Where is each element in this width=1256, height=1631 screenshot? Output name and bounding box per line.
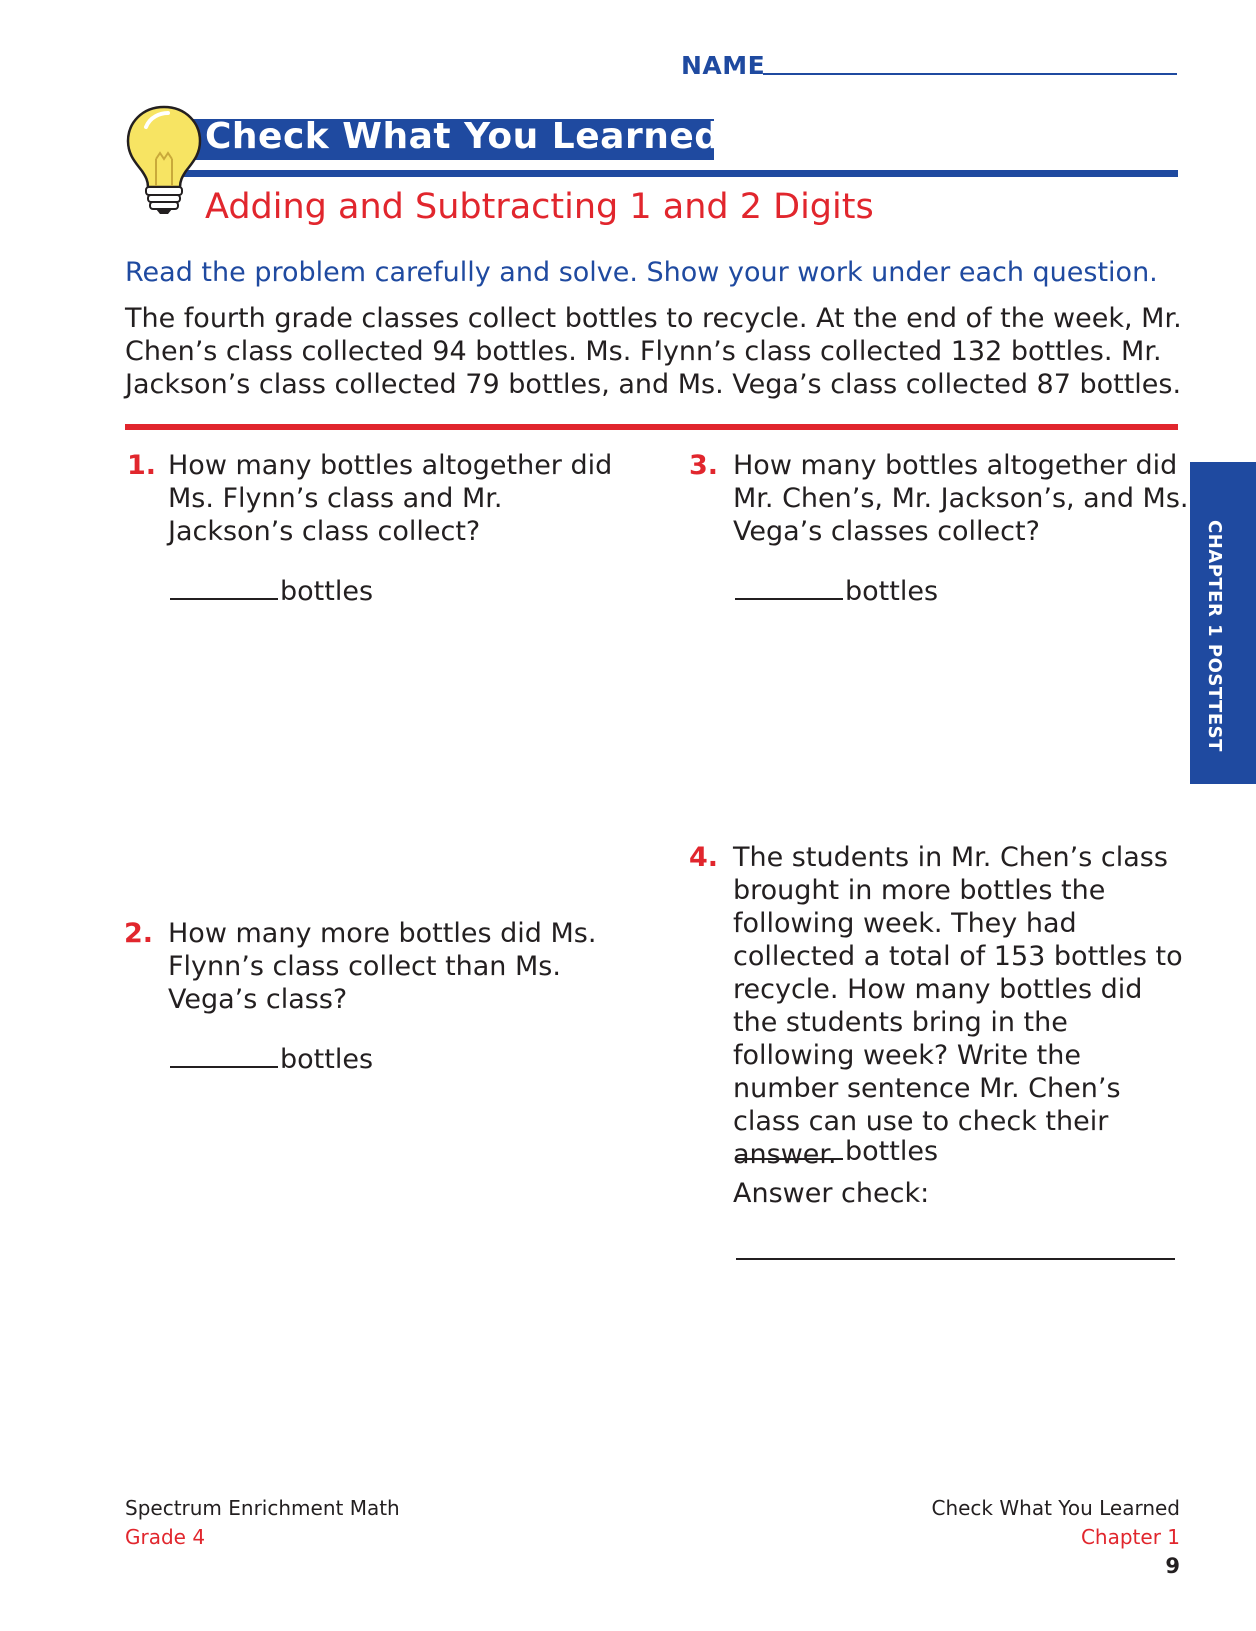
answer-unit: bottles xyxy=(845,1136,939,1167)
page-number: 9 xyxy=(1165,1554,1180,1578)
question-4-answer xyxy=(735,1131,938,1167)
question-4-number: 4. xyxy=(689,842,719,873)
question-3-number: 3. xyxy=(689,450,719,481)
answer-blank[interactable] xyxy=(735,571,843,600)
answer-check-label: Answer check: xyxy=(733,1178,930,1209)
footer-section: Check What You Learned xyxy=(931,1496,1180,1520)
question-1-text: How many bottles altogether did Ms. Flynn’s class and Mr. Jackson’s class collect? xyxy=(168,450,613,547)
lightbulb-icon xyxy=(124,103,204,215)
footer-book-title: Spectrum Enrichment Math xyxy=(125,1496,400,1520)
answer-unit: bottles xyxy=(280,1044,374,1075)
title-rule xyxy=(180,170,1178,177)
page-subtitle: Adding and Subtracting 1 and 2 Digits xyxy=(205,187,874,227)
name-label: NAME xyxy=(681,51,766,80)
page-title: Check What You Learned xyxy=(205,116,721,157)
instructions: Read the problem carefully and solve. Show your work under each question. xyxy=(125,257,1158,288)
answer-check-line[interactable] xyxy=(736,1258,1175,1260)
question-2-text: How many more bottles did Ms. Flynn’s class collect than Ms. Vega’s class? xyxy=(168,918,597,1015)
question-3-answer xyxy=(735,571,938,607)
answer-unit: bottles xyxy=(845,576,939,607)
question-1-number: 1. xyxy=(127,450,157,481)
answer-unit: bottles xyxy=(280,576,374,607)
answer-blank[interactable] xyxy=(170,571,278,600)
answer-blank[interactable] xyxy=(170,1039,278,1068)
chapter-side-tab-label: CHAPTER 1 POSTTEST xyxy=(1204,520,1225,752)
footer-chapter: Chapter 1 xyxy=(1080,1525,1180,1549)
question-1-answer xyxy=(170,571,373,607)
question-2-number: 2. xyxy=(124,918,154,949)
answer-blank[interactable] xyxy=(735,1131,843,1160)
name-field[interactable] xyxy=(763,73,1177,75)
section-divider xyxy=(125,424,1178,430)
intro-paragraph: The fourth grade classes collect bottles to recycle. At the end of the week, Mr. Chen’s class collected 94 bottles. Ms. Flynn’s class collected 132 bottles. Mr. Jackson’s class collected 79 bottles, and Ms. Vega’s class collected 87 bottles. xyxy=(125,303,1182,400)
footer-grade: Grade 4 xyxy=(125,1525,206,1549)
question-3-text: How many bottles altogether did Mr. Chen’s, Mr. Jackson’s, and Ms. Vega’s classes collect? xyxy=(733,450,1189,547)
question-2-answer xyxy=(170,1039,373,1075)
question-4-text: The students in Mr. Chen’s class brought in more bottles the following week. They had collected a total of 153 bottles to recycle. How many bottles did the students bring in the following week? Write the number sentence Mr. Chen’s class can use to check their answer. xyxy=(733,842,1183,1170)
